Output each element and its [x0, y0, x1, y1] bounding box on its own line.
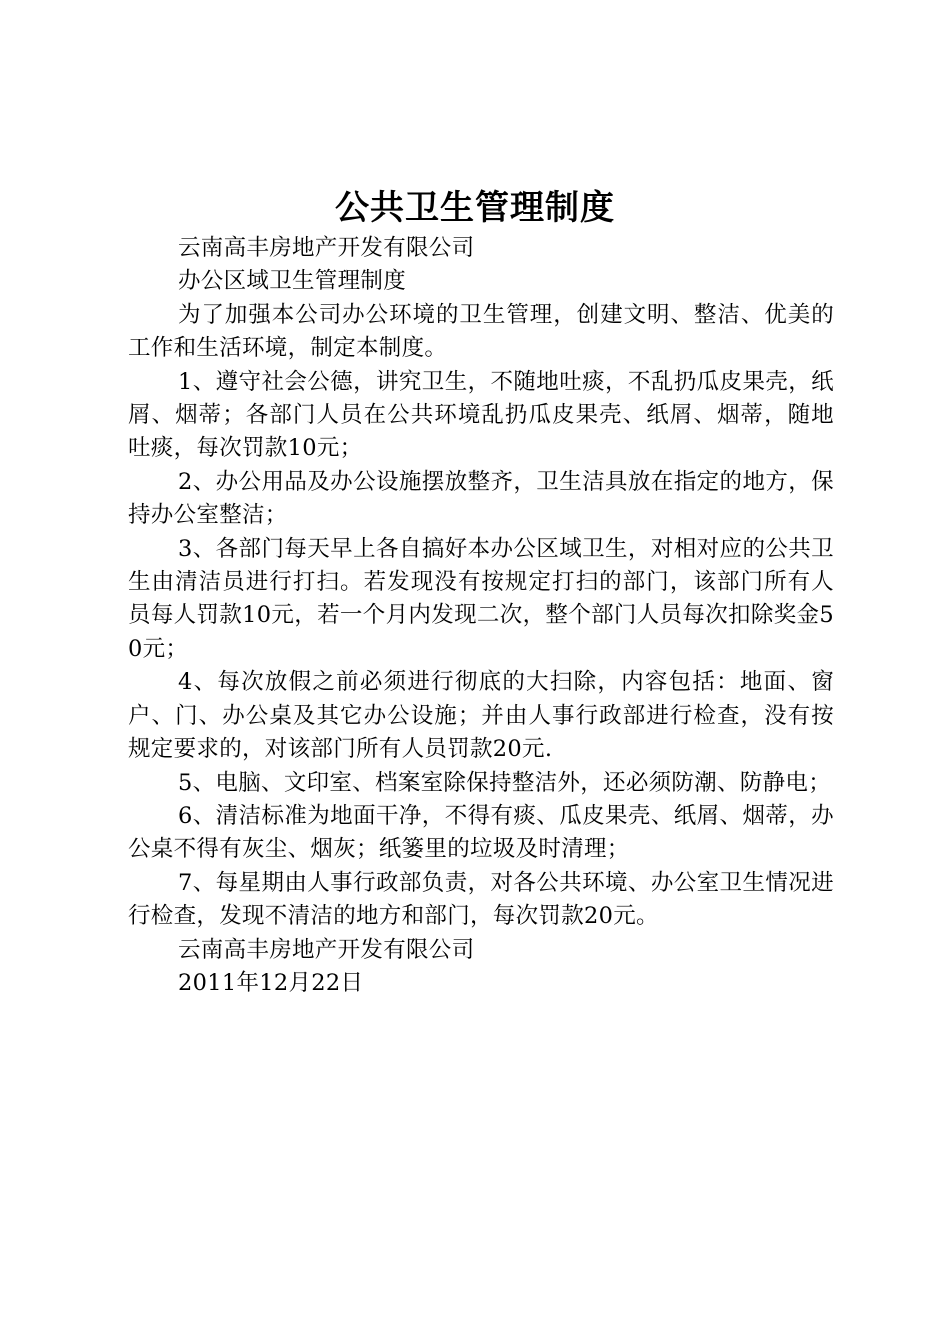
rule-6: 6、清洁标准为地面干净，不得有痰、瓜皮果壳、纸屑、烟蒂，办公桌不得有灰尘、烟灰；纸篓里的垃圾及时清理； [128, 802, 834, 863]
document-title: 公共卫生管理制度 [335, 188, 615, 228]
document-body [128, 232, 834, 1000]
rule-3: 3、各部门每天早上各自搞好本办公区域卫生，对相对应的公共卫生由清洁员进行打扫。若发现没有按规定打扫的部门，该部门所有人员每人罚款10元，若一个月内发现二次，整个部门人员每次扣除奖金50元； [128, 535, 834, 662]
rule-1: 1、遵守社会公德，讲究卫生，不随地吐痰，不乱扔瓜皮果壳，纸屑、烟蒂；各部门人员在公共环境乱扔瓜皮果壳、纸屑、烟蒂，随地吐痰，每次罚款10元； [128, 368, 834, 462]
signature-date: 2011年12月22日 [178, 969, 364, 996]
regulation-subtitle: 办公区域卫生管理制度 [178, 268, 407, 295]
rule-2: 2、办公用品及办公设施摆放整齐，卫生洁具放在指定的地方，保持办公室整洁； [128, 468, 834, 529]
rule-7: 7、每星期由人事行政部负责，对各公共环境、办公室卫生情况进行检查，发现不清洁的地方和部门，每次罚款20元。 [128, 869, 834, 930]
rule-5: 5、电脑、文印室、档案室除保持整洁外，还必须防潮、防静电； [178, 769, 832, 796]
intro-paragraph: 为了加强本公司办公环境的卫生管理，创建文明、整洁、优美的工作和生活环境，制定本制度。 [128, 301, 834, 362]
signature-company: 云南高丰房地产开发有限公司 [178, 936, 475, 963]
company-name-heading: 云南高丰房地产开发有限公司 [178, 235, 475, 261]
rule-4: 4、每次放假之前必须进行彻底的大扫除，内容包括：地面、窗户、门、办公桌及其它办公设施；并由人事行政部进行检查，没有按规定要求的，对该部门所有人员罚款20元. [128, 669, 834, 763]
